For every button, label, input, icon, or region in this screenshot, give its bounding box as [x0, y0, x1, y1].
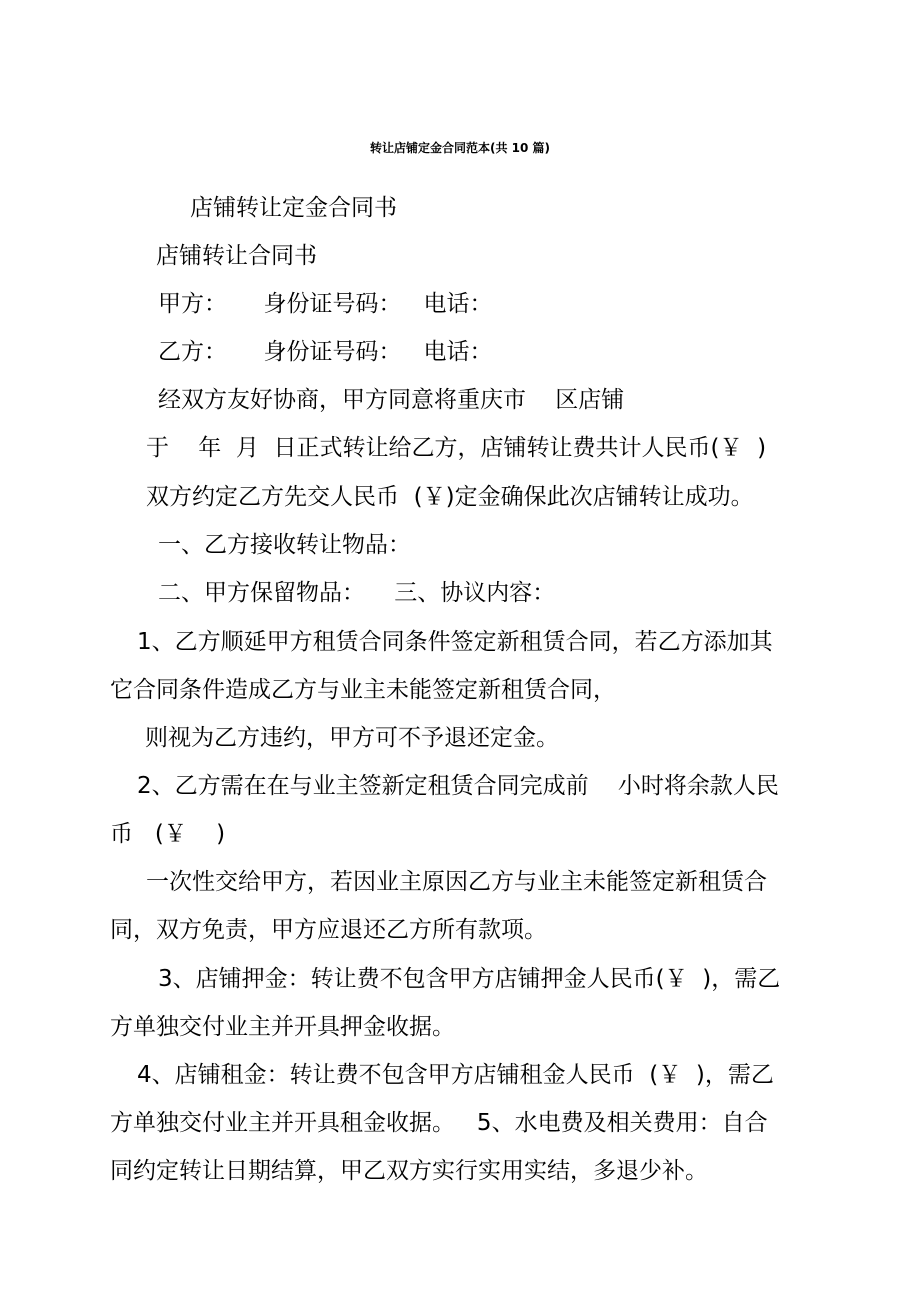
paragraph-line: 一次性交给甲方，若因业主原因乙方与业主未能签定新租赁合 [146, 869, 767, 895]
paragraph-line: 店铺转让合同书 [156, 243, 317, 269]
paragraph-line: 4、店铺租金：转让费不包含甲方店铺租金人民币 (￥ )，需乙 [137, 1062, 774, 1088]
paragraph-line: 双方约定乙方先交人民币 (￥)定金确保此次店铺转让成功。 [146, 484, 754, 510]
paragraph-line: 二、甲方保留物品： 三、协议内容： [158, 580, 556, 606]
paragraph-line: 则视为乙方违约，甲方可不予退还定金。 [145, 725, 559, 751]
paragraph-line: 同约定转让日期结算，甲乙双方实行实用实结，多退少补。 [110, 1158, 708, 1184]
paragraph-line: 2、乙方需在在与业主签新定租赁合同完成前 小时将余款人民 [137, 773, 779, 799]
paragraph-line: 方单独交付业主并开具押金收据。 [110, 1014, 455, 1040]
paragraph-line: 它合同条件造成乙方与业主未能签定新租赁合同， [110, 677, 616, 703]
paragraph-line: 1、乙方顺延甲方租赁合同条件签定新租赁合同，若乙方添加其 [137, 629, 773, 655]
paragraph-line: 经双方友好协商，甲方同意将重庆市 区店铺 [158, 387, 625, 413]
paragraph-line: 乙方： 身份证号码： 电话： [158, 339, 493, 365]
document-title: 转让店铺定金合同范本(共 10 篇) [369, 141, 551, 155]
paragraph-line: 甲方： 身份证号码： 电话： [158, 291, 493, 317]
paragraph-line: 方单独交付业主并开具租金收据。 5、水电费及相关费用：自合 [110, 1110, 768, 1136]
paragraph-line: 同，双方免责，甲方应退还乙方所有款项。 [110, 917, 547, 943]
paragraph-line: 币 (￥ ) [110, 821, 226, 847]
paragraph-line: 店铺转让定金合同书 [190, 195, 397, 221]
paragraph-line: 一、乙方接收转让物品： [158, 532, 411, 558]
paragraph-line: 3、店铺押金：转让费不包含甲方店铺押金人民币(￥ )，需乙 [158, 966, 781, 992]
paragraph-line: 于 年 月 日正式转让给乙方，店铺转让费共计人民币(￥ ) [146, 435, 767, 461]
